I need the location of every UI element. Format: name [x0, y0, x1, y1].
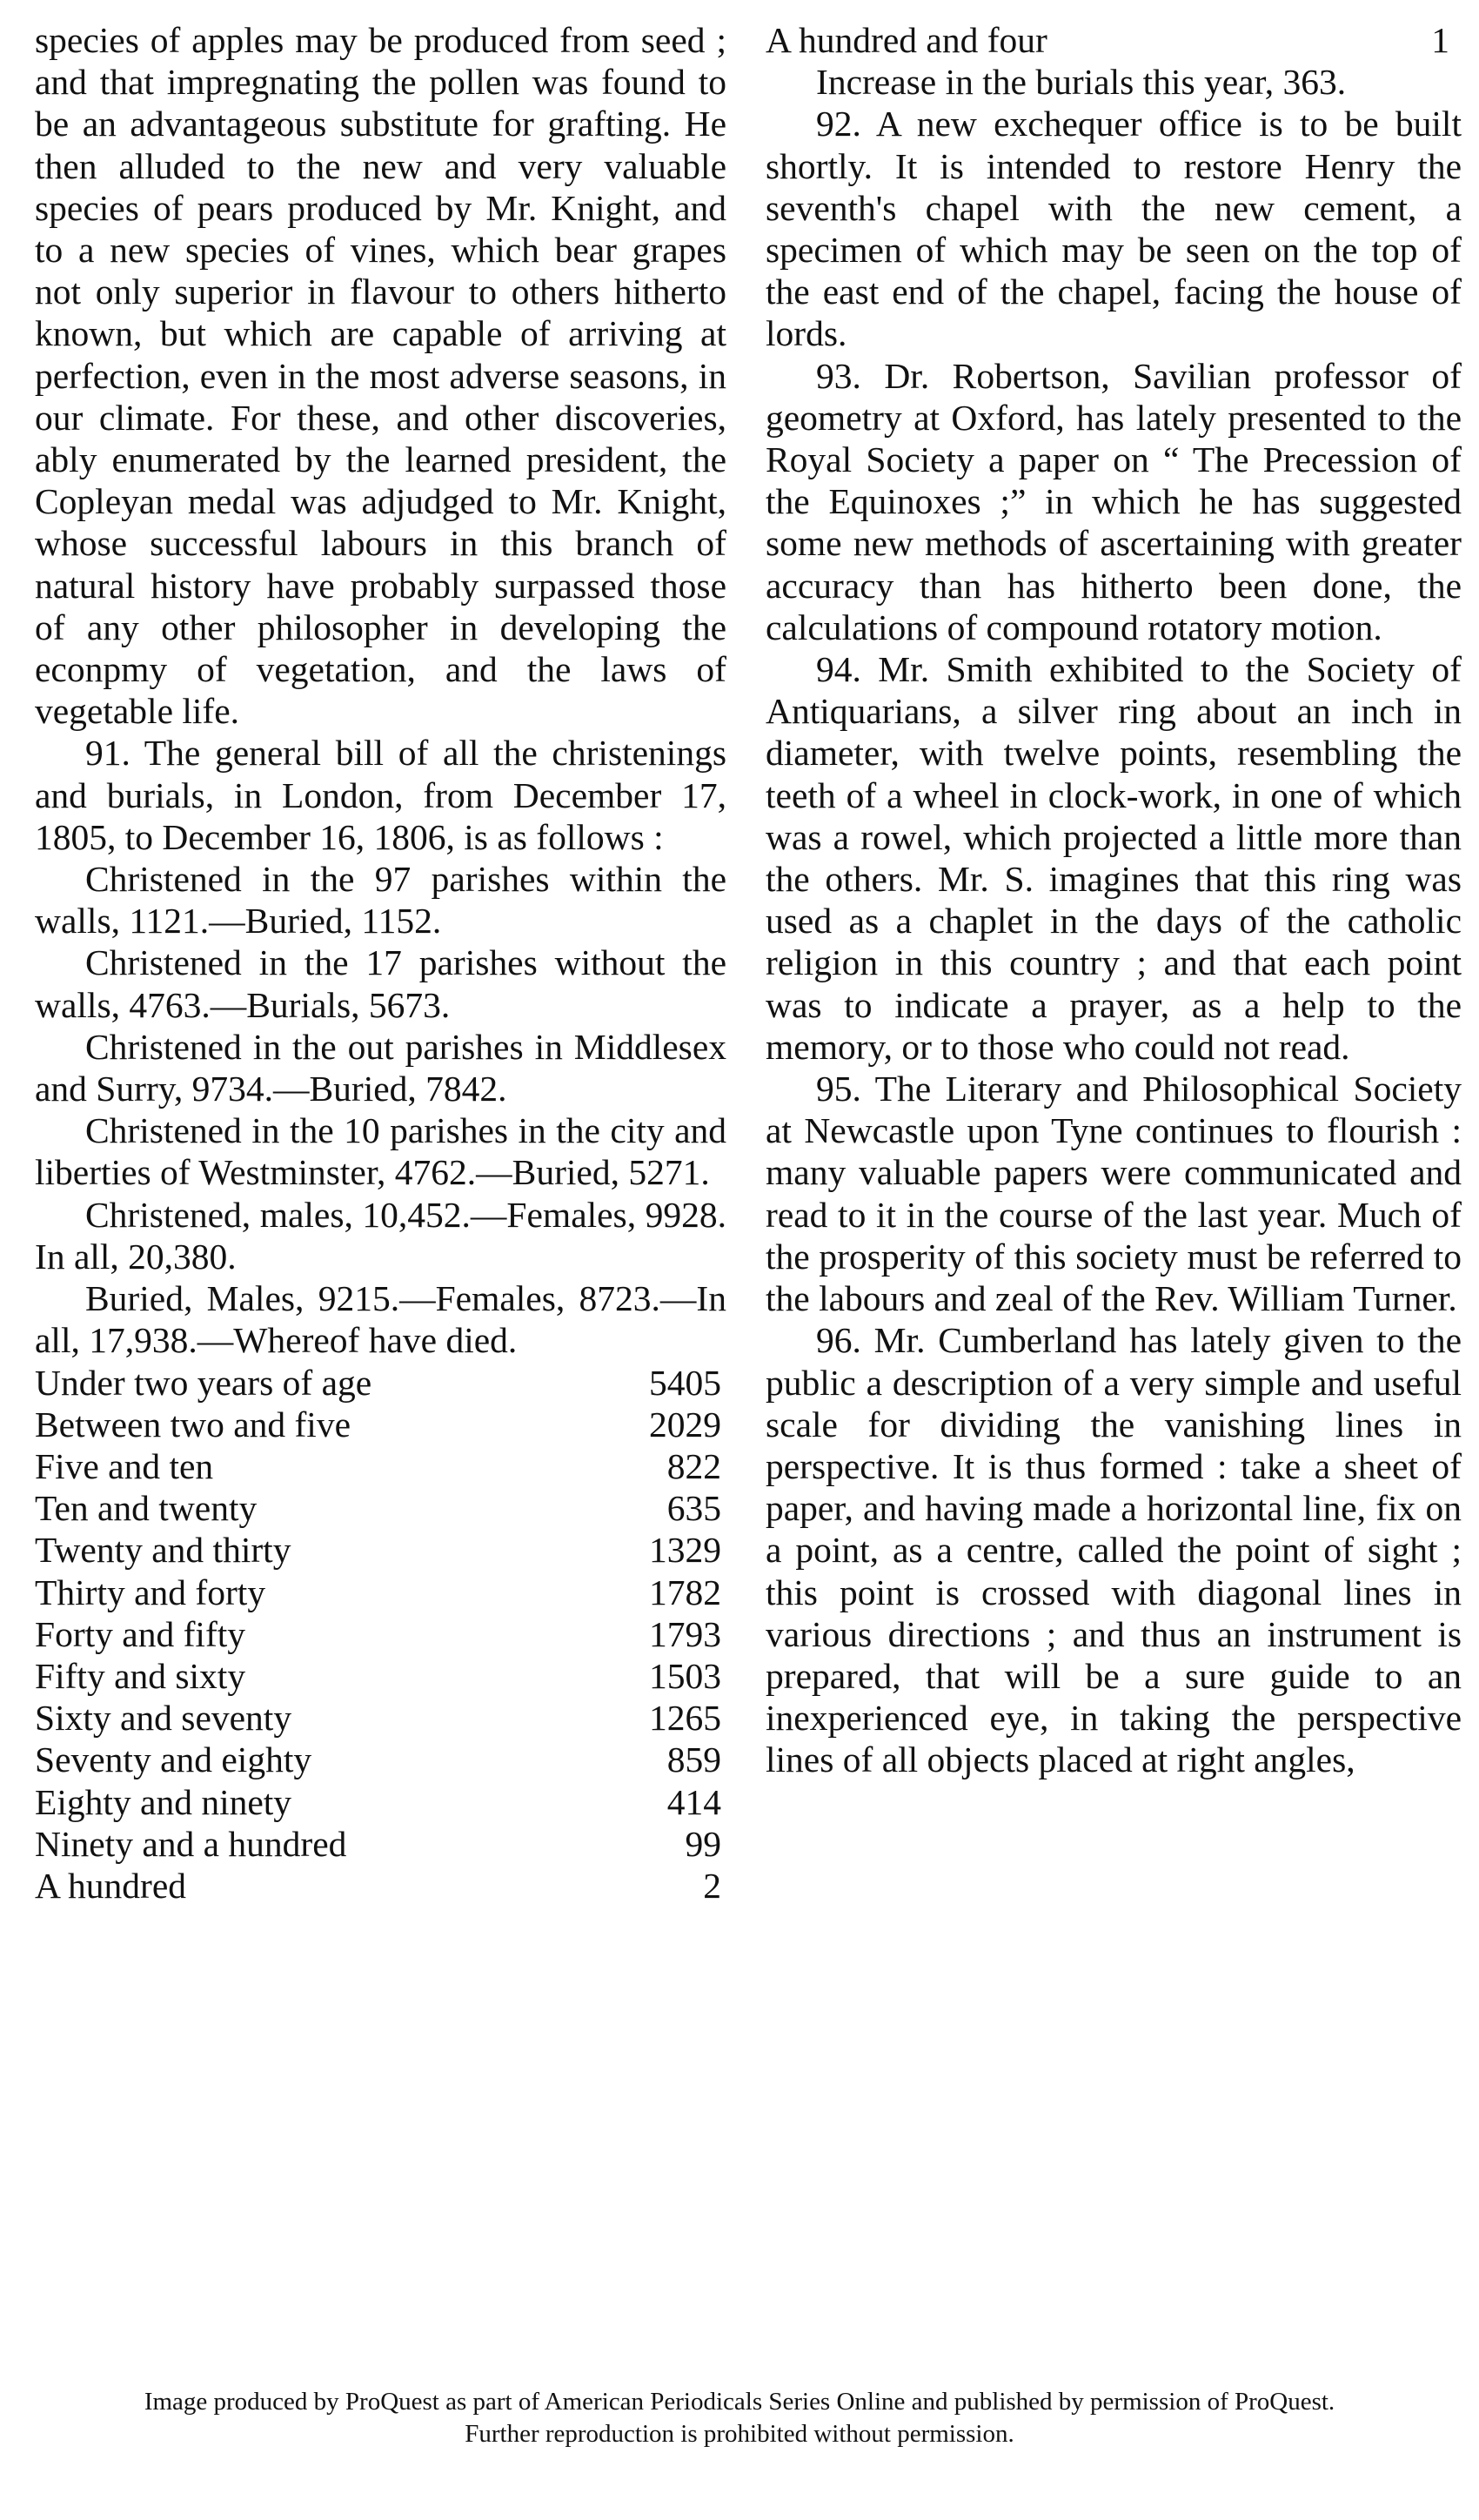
right-column — [766, 19, 1462, 1781]
mortality-count: 1782 — [649, 1572, 721, 1612]
paragraph-without-walls: Christened in the 17 parishes without the walls, 4763.—Burials, 5673. — [35, 942, 726, 1025]
mortality-count: 1329 — [649, 1530, 721, 1571]
mortality-table — [35, 1362, 726, 1907]
paragraph-96: 96. Mr. Cumberland has lately given to the public a description of a very simple and useful scale for dividing the vanishing lines in perspective. It is thus formed : take a sheet of paper, and having made a horizontal line, fix on a point, as a centre, called the point of sight ; this point is crossed with diagonal lines in various directions ; and thus an instrument is prepared, that will be a sure guide to an inexperienced eye, in taking the perspective lines of all objects placed at right angles, — [766, 1320, 1462, 1780]
paragraph-christened-totals: Christened, males, 10,452.—Females, 9928. In all, 20,380. — [35, 1194, 726, 1277]
mortality-table-continued-row — [766, 19, 1462, 61]
mortality-count: 822 — [666, 1445, 721, 1486]
paragraph-within-walls: Christened in the 97 parishes within the walls, 1121.—Buried, 1152. — [35, 859, 726, 942]
mortality-age-label: Forty and fifty — [35, 1613, 246, 1654]
mortality-age-label: A hundred — [35, 1865, 187, 1906]
mortality-row — [35, 1781, 726, 1823]
mortality-count: 1 — [1431, 20, 1449, 60]
mortality-count: 5405 — [649, 1362, 721, 1403]
mortality-row — [35, 1823, 726, 1865]
mortality-age-label: Eighty and ninety — [35, 1781, 292, 1822]
paragraph-91: 91. The general bill of all the christenings and burials, in London, from December 17, 1805, to December 16, 1806, is as follows : — [35, 733, 726, 857]
mortality-row — [35, 1529, 726, 1571]
paragraph-westminster: Christened in the 10 parishes in the city and liberties of Westminster, 4762.—Buried, 5271. — [35, 1110, 726, 1193]
mortality-count: 1265 — [649, 1698, 721, 1739]
mortality-age-label: Under two years of age — [35, 1362, 372, 1403]
mortality-row — [35, 1739, 726, 1780]
mortality-count: 635 — [666, 1488, 721, 1529]
paragraph-93: 93. Dr. Robertson, Savilian professor of geometry at Oxford, has lately presented to the Royal Society a paper on “ The Precession of the Equinoxes ;” in which he has suggested some new methods of ascertaining with greater accuracy than has hitherto been done, the calculations of compound rotatory motion. — [766, 355, 1462, 647]
mortality-row — [35, 1404, 726, 1445]
mortality-row — [35, 1697, 726, 1739]
mortality-age-label: Sixty and seventy — [35, 1698, 292, 1739]
mortality-count: 1503 — [649, 1655, 721, 1696]
mortality-row — [35, 1445, 726, 1487]
mortality-row — [35, 1362, 726, 1404]
mortality-age-label: Ninety and a hundred — [35, 1823, 347, 1864]
mortality-age-label: Five and ten — [35, 1445, 214, 1486]
left-column — [35, 19, 726, 1907]
mortality-count: 99 — [685, 1823, 721, 1864]
mortality-row — [35, 1572, 726, 1613]
mortality-age-label: Thirty and forty — [35, 1572, 266, 1612]
mortality-count: 2029 — [649, 1404, 721, 1444]
mortality-row — [35, 1865, 726, 1907]
mortality-row — [35, 1487, 726, 1529]
paragraph-94: 94. Mr. Smith exhibited to the Society of Antiquarians, a silver ring about an inch in diameter, with twelve points, resembling the teeth of a wheel in clock-work, in one of which was a rowel, which projected a little more than the others. Mr. S. imagines that this ring was used as a chaplet in the days of the catholic religion in this country ; and that each point was to indicate a prayer, as a help to the memory, or to those who could not read. — [766, 649, 1462, 1067]
mortality-age-label: Between two and five — [35, 1404, 351, 1444]
mortality-count: 414 — [666, 1781, 721, 1822]
paragraph-increase: Increase in the burials this year, 363. — [816, 62, 1347, 103]
footer-line-2: Further reproduction is prohibited without permission. — [465, 2420, 1014, 2448]
mortality-age-label: Fifty and sixty — [35, 1655, 246, 1696]
paragraph-apples: species of apples may be produced from seed ; and that impregnating the pollen was found to be an advantageous substitute for grafting. He then alluded to the new and very valuable species of pears produced by Mr. Knight, and to a new species of vines, which bear grapes not only superior in flavour to others hitherto known, but which are capable of arriving at perfection, even in the most adverse seasons, in our climate. For these, and other discoveries, ably enumerated by the learned president, the Copleyan medal was adjudged to Mr. Knight, whose successful labours in this branch of natural history have probably surpassed those of any other philosopher in developing the econpmy of vegetation, and the laws of vegetable life. — [35, 20, 726, 732]
mortality-age-label: A hundred and four — [766, 20, 1047, 60]
footer-line-1: Image produced by ProQuest as part of American Periodicals Series Online and published by permission of ProQuest. — [144, 2388, 1335, 2416]
mortality-age-label: Seventy and eighty — [35, 1739, 312, 1780]
paragraph-95: 95. The Literary and Philosophical Society at Newcastle upon Tyne continues to flourish : many valuable papers were communicated and read to it in the course of the last year. Much of the prosperity of this society must be referred to the labours and zeal of the Rev. William Turner. — [766, 1069, 1462, 1319]
mortality-row — [35, 1613, 726, 1655]
paragraph-92: 92. A new exchequer office is to be built shortly. It is intended to restore Henry the seventh's chapel with the new cement, a specimen of which may be seen on the top of the east end of the chapel, facing the house of lords. — [766, 104, 1462, 354]
mortality-count: 2 — [703, 1865, 721, 1906]
paragraph-buried-totals: Buried, Males, 9215.—Females, 8723.—In all, 17,938.—Whereof have died. — [35, 1278, 726, 1361]
mortality-age-label: Twenty and thirty — [35, 1530, 291, 1571]
proquest-footer — [0, 2386, 1479, 2450]
mortality-count: 1793 — [649, 1613, 721, 1654]
mortality-age-label: Ten and twenty — [35, 1488, 258, 1529]
paragraph-out-parishes: Christened in the out parishes in Middlesex and Surry, 9734.—Buried, 7842. — [35, 1026, 726, 1109]
mortality-row — [35, 1655, 726, 1697]
mortality-count: 859 — [666, 1739, 721, 1780]
